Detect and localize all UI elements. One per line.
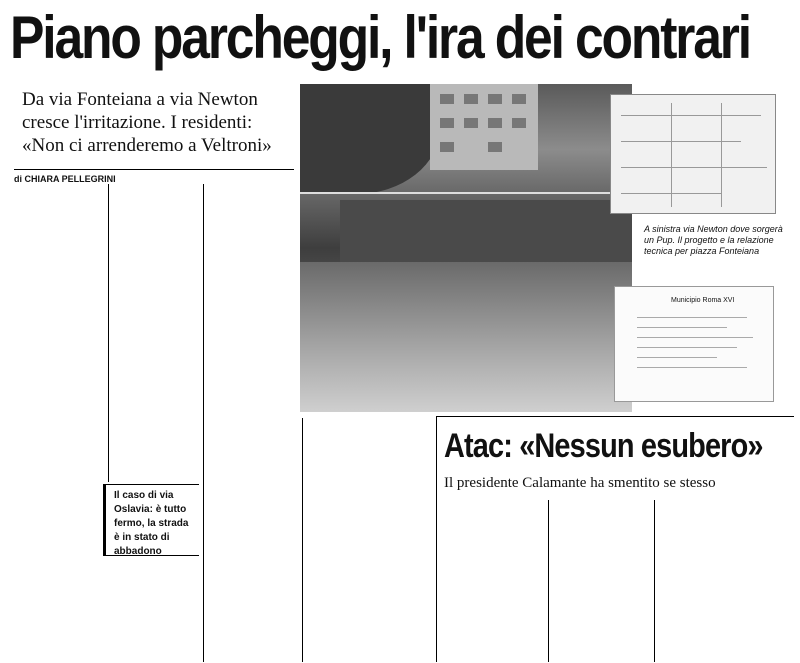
photo-rail: [300, 192, 632, 194]
photo-water: [300, 262, 632, 412]
subhead: Da via Fonteiana a via Newton cresce l'irritazione. I residenti: «Non ci arrenderemo a Veltroni»: [22, 89, 272, 156]
photo-caption: A sinistra via Newton dove sorgerà un Pup. Il progetto e la relazione tecnica per piazza Fonteiana: [644, 224, 783, 256]
technical-report-document: [614, 286, 774, 402]
column-rule: [302, 418, 303, 662]
atac-subhead: Il presidente Calamante ha smentito se stesso: [444, 475, 716, 491]
column-rule: [654, 500, 655, 662]
body-column-4: [306, 420, 432, 662]
atac-headline: Atac: «Nessun esubero»: [444, 427, 763, 465]
sidebox-via-oslavia: Il caso di via Oslavia: è tutto fermo, la strada è in stato di abbadono: [103, 484, 199, 556]
photo-wall: [340, 200, 632, 262]
body-column-3: [207, 186, 297, 662]
byline-rule: [14, 169, 294, 170]
body-column-1: [14, 186, 104, 482]
column-rule: [203, 184, 204, 662]
body-column-2: [112, 186, 200, 482]
photo-trees: [300, 84, 440, 194]
document-header: Municipio Roma XVI: [671, 297, 735, 304]
photo-building: [430, 84, 538, 170]
byline: di CHIARA PELLEGRINI: [14, 174, 116, 184]
section-rule: [436, 416, 437, 662]
newton-street-photo: [300, 84, 632, 412]
project-drawing: [610, 94, 776, 214]
section-rule: [436, 416, 794, 417]
column-rule: [548, 500, 549, 662]
headline: Piano parcheggi, l'ira dei contrari: [10, 4, 750, 71]
atac-body-column-3: [658, 504, 794, 662]
atac-body-column-2: [552, 504, 650, 662]
body-column-2-continued: [112, 560, 200, 662]
atac-body-column-1: [444, 504, 544, 662]
body-column-1-continued: [14, 484, 100, 662]
column-rule: [108, 184, 109, 482]
